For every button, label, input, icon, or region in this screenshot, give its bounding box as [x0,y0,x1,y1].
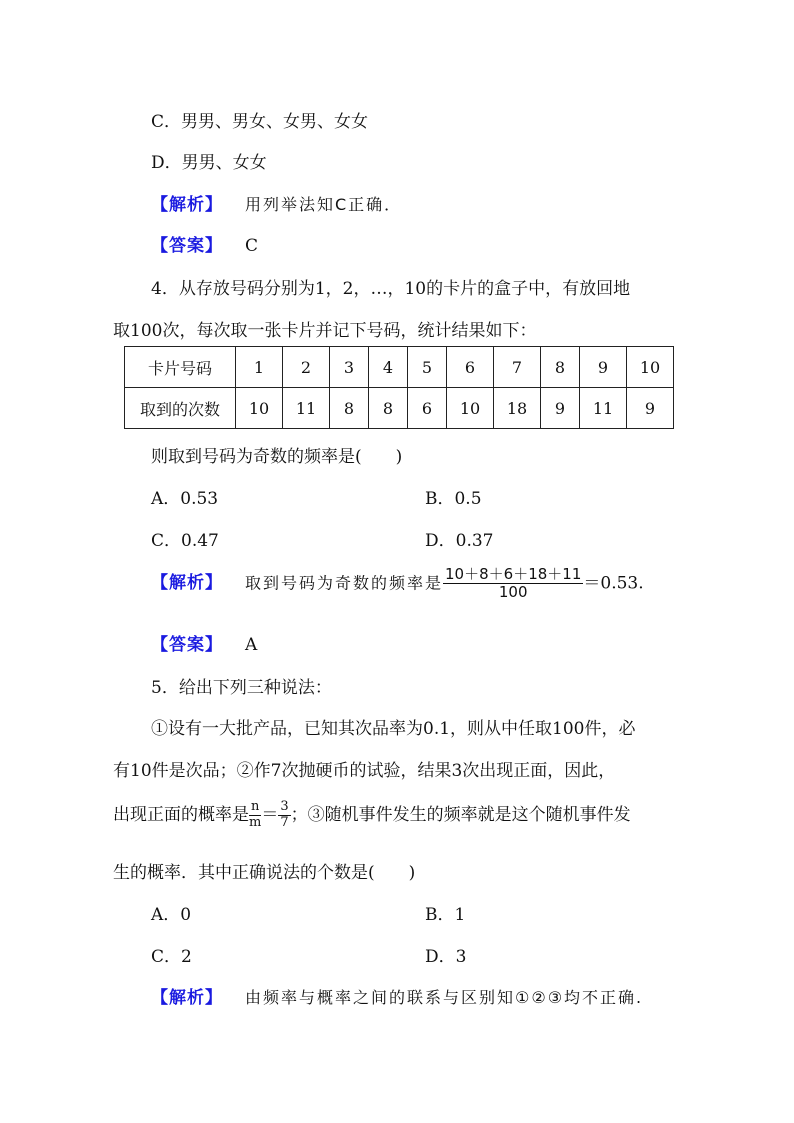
q5-stem: 5．给出下列三种说法： [151,678,332,698]
table-cell: 8 [369,388,408,429]
table-cell: 10 [236,388,283,429]
fraction-denominator: 7 [280,815,289,830]
table-cell: 6 [408,388,447,429]
answer-value: C [245,236,259,256]
q4-option-d: D．0.37 [425,531,494,551]
table-row [125,388,674,429]
answer-tag: 【答案】 [151,635,223,655]
q5-line3 [113,800,631,831]
fraction-numerator: 3 [280,799,289,815]
table-cell: 9 [627,388,674,429]
q4-option-c: C．0.47 [151,531,219,551]
q4-question: 则取到号码为奇数的频率是( ) [151,447,403,467]
analysis-tag: 【解析】 [151,573,223,594]
table-cell: 1 [236,347,283,388]
q3-option-d: D．男男、女女 [151,153,267,173]
table-row [125,347,674,388]
fraction-n-over-m [249,800,261,831]
fraction-numerator: 10＋8＋6＋18＋11 [445,565,582,583]
table-header-label: 卡片号码 [125,347,236,388]
table-cell: 5 [408,347,447,388]
table-cell: 8 [541,347,580,388]
q4-stem-line2: 取100次，每次取一张卡片并记下号码，统计结果如下： [113,321,537,341]
q4-analysis [151,566,644,602]
q3-analysis [151,190,402,215]
q5-option-b: B．1 [425,905,466,925]
q4-answer [151,630,257,655]
q4-option-a: A．0.53 [151,489,219,509]
q5-option-d: D．3 [425,947,467,967]
analysis-text: 取到号码为奇数的频率是 [245,573,444,593]
analysis-tag: 【解析】 [151,195,223,215]
analysis-text: 用列举法知C正确． [245,195,403,214]
answer-value: A [245,635,258,655]
analysis-text: 由频率与概率之间的联系与区别知①②③均不正确. [245,988,644,1007]
frequency-fraction [443,566,583,602]
table-cell: 11 [283,388,330,429]
fraction-numerator: n [251,799,260,815]
analysis-result: ＝0.53. [583,573,644,594]
q4-stem-line1: 4．从存放号码分别为1，2，…，10的卡片的盒子中，有放回地 [151,279,631,299]
q5-option-a: A．0 [151,905,192,925]
q5-option-c: C．2 [151,947,192,967]
equals-sign: ＝ [261,805,279,825]
table-cell: 4 [369,347,408,388]
fraction-denominator: m [249,815,262,830]
card-count-table [124,346,674,429]
q5-line4: 生的概率．其中正确说法的个数是( ) [113,863,416,883]
q3-option-c: C．男男、男女、女男、女女 [151,112,369,132]
q3-answer [151,231,258,256]
table-cell: 9 [580,347,627,388]
q5-analysis [151,983,643,1008]
answer-tag: 【答案】 [151,236,223,256]
table-count-label: 取到的次数 [125,388,236,429]
table-cell: 6 [447,347,494,388]
q5-line3-post: ；③随机事件发生的频率就是这个随机事件发 [290,805,631,825]
table-cell: 10 [627,347,674,388]
fraction-3-over-7 [278,800,290,831]
table-cell: 11 [580,388,627,429]
table-cell: 10 [447,388,494,429]
table-cell: 7 [494,347,541,388]
fraction-denominator: 100 [498,583,528,602]
table-cell: 2 [283,347,330,388]
q5-line2: 有10件是次品；②作7次抛硬币的试验，结果3次出现正面，因此， [113,761,616,781]
q4-option-b: B．0.5 [425,489,482,509]
table-cell: 9 [541,388,580,429]
q5-line1: ①设有一大批产品，已知其次品率为0.1，则从中任取100件，必 [151,719,636,739]
table-cell: 8 [330,388,369,429]
table-cell: 18 [494,388,541,429]
q5-line3-pre: 出现正面的概率是 [113,805,249,825]
analysis-tag: 【解析】 [151,988,223,1008]
table-cell: 3 [330,347,369,388]
